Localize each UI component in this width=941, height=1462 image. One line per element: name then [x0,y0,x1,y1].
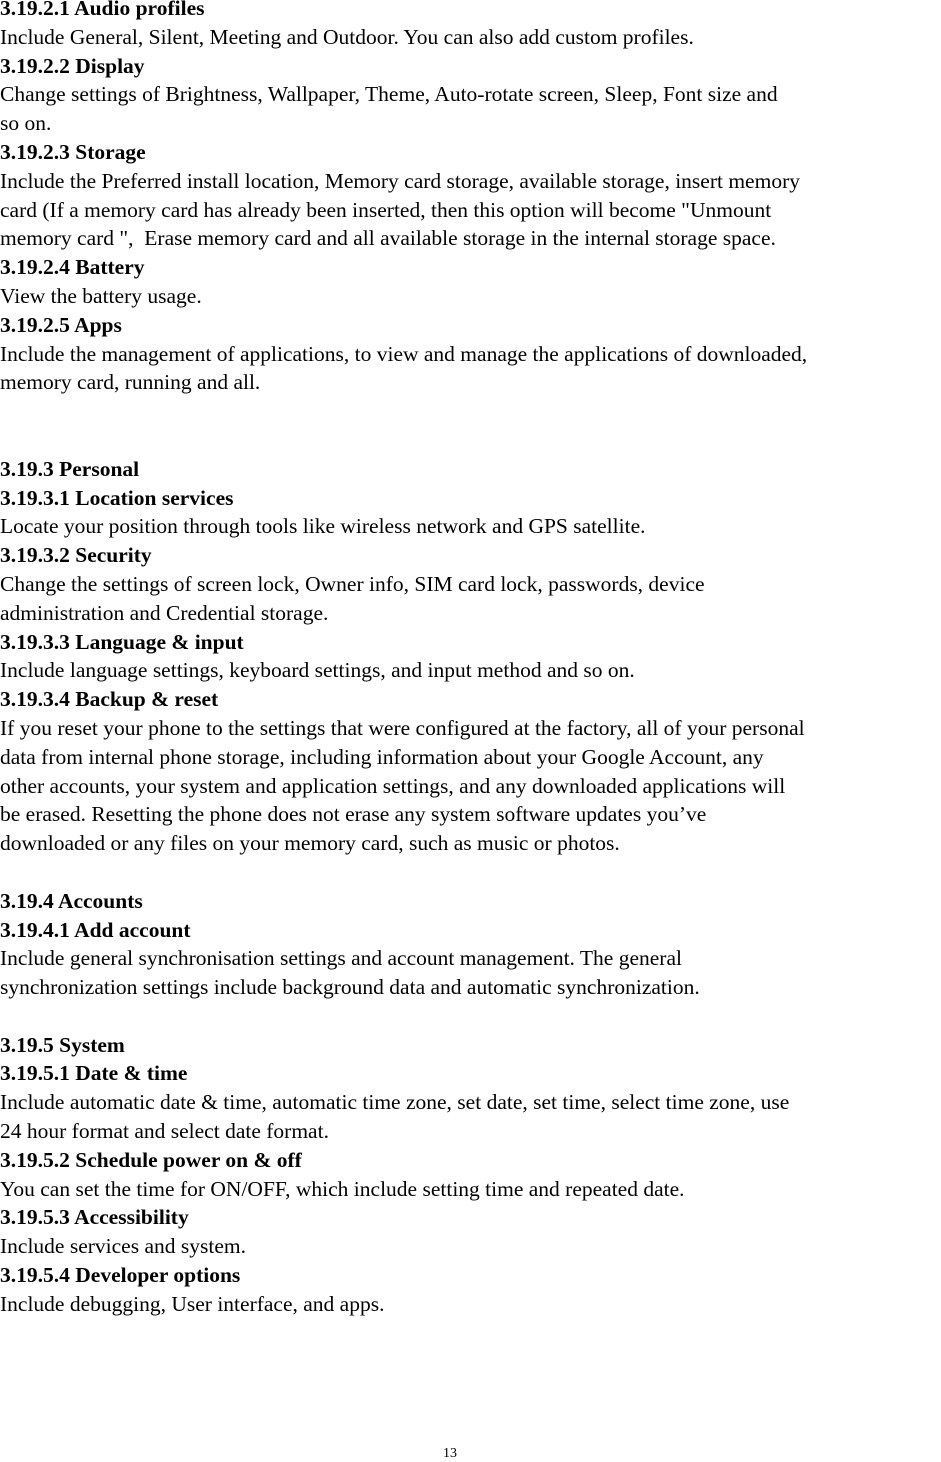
section-schedule-power [0,1146,941,1204]
section-heading: 3.19.3.3 Language & input [0,629,244,654]
section-heading: 3.19.2.4 Battery [0,255,145,280]
paragraph-line: so on. [0,111,52,136]
paragraph-line: Include automatic date & time, automatic time zone, set date, set time, select time zone, use [0,1090,790,1115]
section-storage [0,138,941,253]
section-backup-reset [0,685,941,858]
paragraph-line: Locate your position through tools like wireless network and GPS satellite. [0,514,646,539]
section-accounts [0,887,941,916]
section-heading: 3.19.5.4 Developer options [0,1263,241,1288]
paragraph-line: Include services and system. [0,1234,246,1259]
paragraph-line: data from internal phone storage, including information about your Google Account, any [0,744,764,769]
section-heading: 3.19.2.3 Storage [0,139,146,164]
paragraph-line: If you reset your phone to the settings that were configured at the factory, all of your personal [0,715,805,740]
spacer [0,1002,941,1031]
section-heading: 3.19.5.3 Accessibility [0,1205,189,1230]
spacer [0,397,941,426]
paragraph-line: card (If a memory card has already been inserted, then this option will become "Unmount [0,197,772,222]
paragraph-line: Include language settings, keyboard settings, and input method and so on. [0,658,635,683]
paragraph-line: Include the management of applications, to view and manage the applications of downloaded, [0,341,808,366]
section-date-time [0,1059,941,1145]
paragraph-line: Include General, Silent, Meeting and Outdoor. You can also add custom profiles. [0,24,694,49]
paragraph-line: administration and Credential storage. [0,600,329,625]
section-heading: 3.19.3.4 Backup & reset [0,687,219,712]
section-heading: 3.19.3 Personal [0,456,140,481]
section-developer-options [0,1261,941,1319]
section-heading: 3.19.5.2 Schedule power on & off [0,1147,302,1172]
section-heading: 3.19.3.2 Security [0,543,152,568]
section-heading: 3.19.2.5 Apps [0,312,122,337]
section-heading: 3.19.4 Accounts [0,888,143,913]
section-location-services [0,484,941,542]
paragraph-line: memory card ", Erase memory card and all available storage in the internal storage space. [0,226,776,251]
paragraph-line: Include debugging, User interface, and apps. [0,1291,385,1316]
paragraph-line: memory card, running and all. [0,370,261,395]
section-heading: 3.19.5.1 Date & time [0,1061,188,1086]
spacer [0,426,941,455]
section-accessibility [0,1203,941,1261]
section-heading: 3.19.3.1 Location services [0,485,234,510]
section-display [0,52,941,138]
page-number: 13 [443,1446,457,1461]
section-heading: 3.19.2.2 Display [0,53,145,78]
paragraph-line: Include the Preferred install location, Memory card storage, available storage, insert memory [0,168,800,193]
section-personal [0,455,941,484]
section-heading: 3.19.2.1 Audio profiles [0,0,205,20]
section-heading: 3.19.4.1 Add account [0,917,191,942]
paragraph-line: other accounts, your system and application settings, and any downloaded applications will [0,773,786,798]
section-system [0,1031,941,1060]
section-language-input [0,628,941,686]
section-add-account [0,916,941,1002]
paragraph-line: Change the settings of screen lock, Owner info, SIM card lock, passwords, device [0,571,705,596]
paragraph-line: Include general synchronisation settings and account management. The general [0,946,682,971]
section-battery [0,253,941,311]
section-security [0,541,941,627]
section-heading: 3.19.5 System [0,1032,125,1057]
spacer [0,858,941,887]
paragraph-line: You can set the time for ON/OFF, which include setting time and repeated date. [0,1176,685,1201]
section-audio-profiles [0,0,941,52]
paragraph-line: 24 hour format and select date format. [0,1119,329,1144]
paragraph-line: View the battery usage. [0,283,202,308]
paragraph-line: Change settings of Brightness, Wallpaper, Theme, Auto-rotate screen, Sleep, Font size and [0,82,778,107]
paragraph-line: be erased. Resetting the phone does not erase any system software updates you’ve [0,802,707,827]
paragraph-line: downloaded or any files on your memory card, such as music or photos. [0,831,620,856]
paragraph-line: synchronization settings include background data and automatic synchronization. [0,975,700,1000]
section-apps [0,311,941,397]
